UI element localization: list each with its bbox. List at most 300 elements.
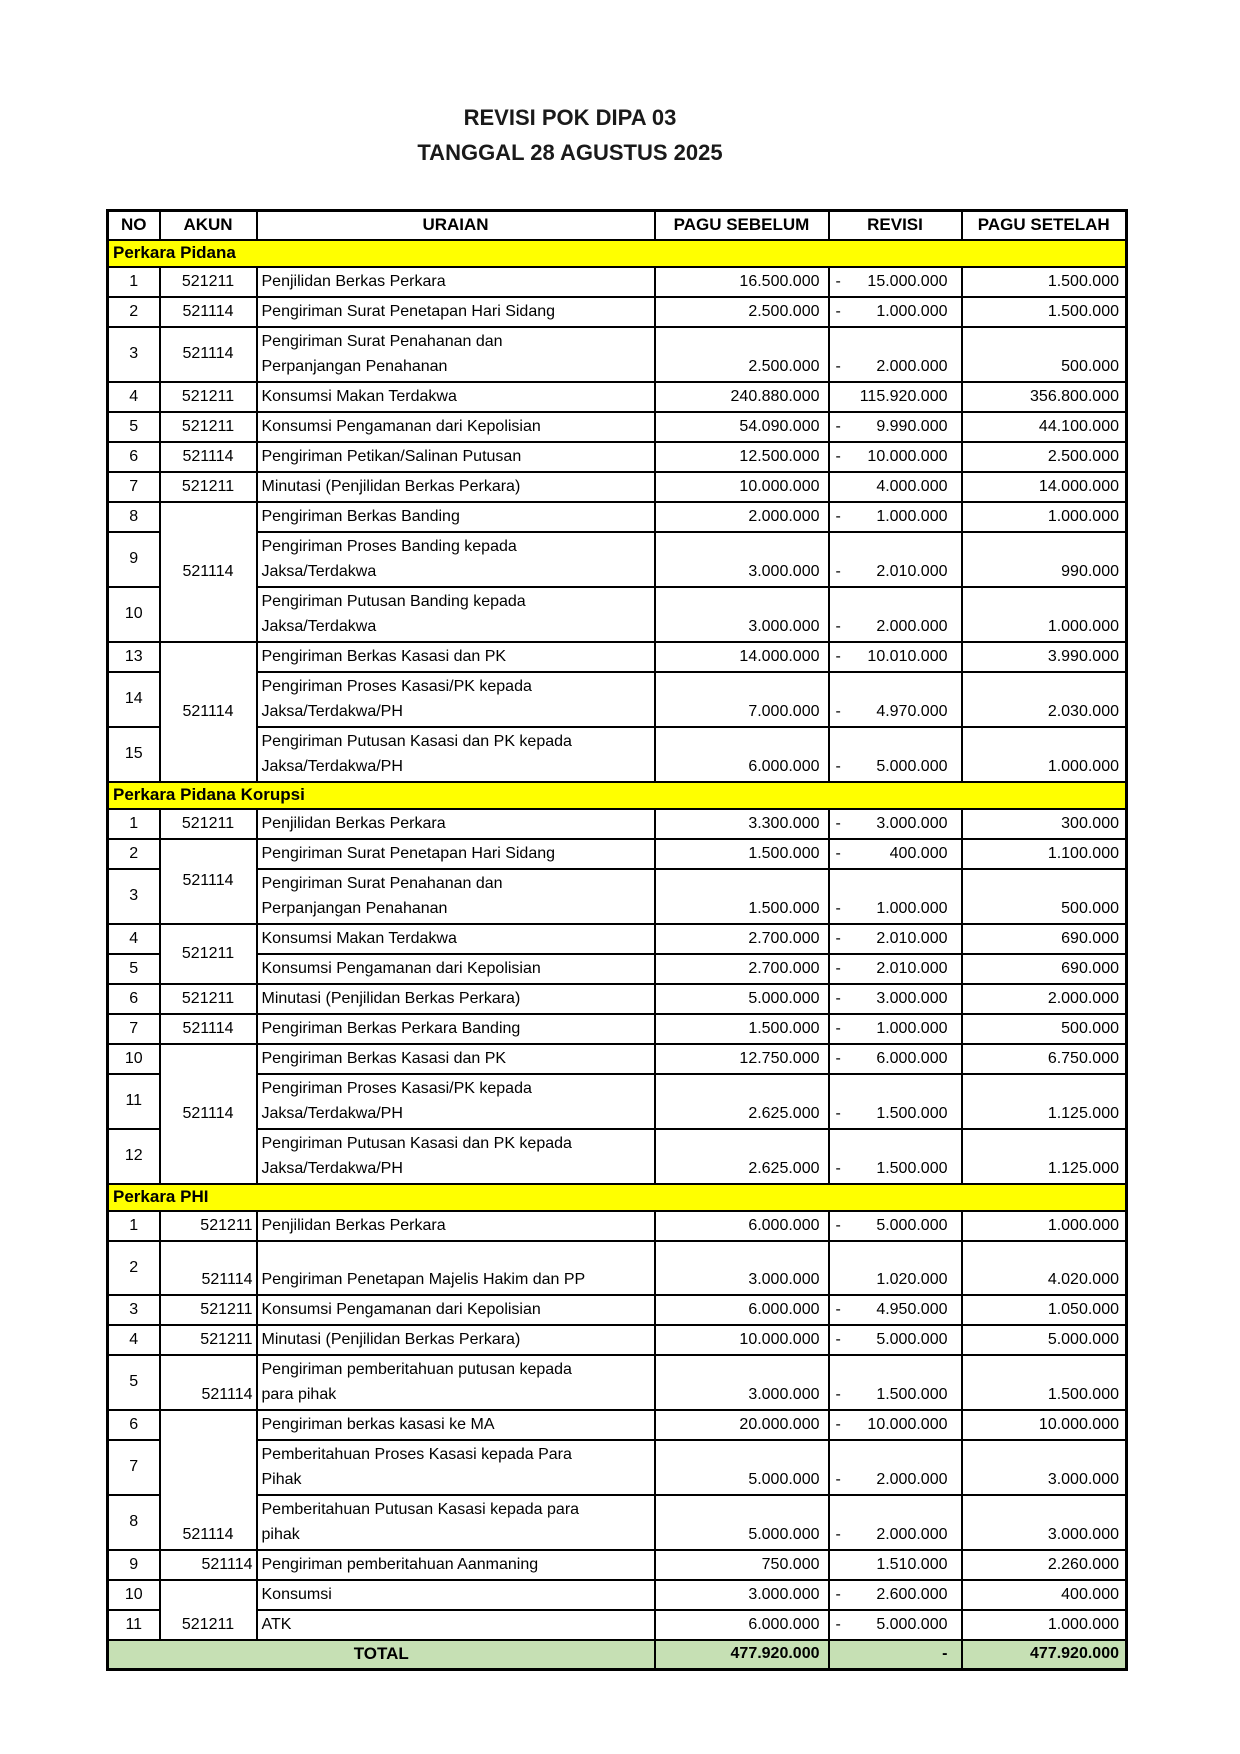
uraian-line: ATK [261,1615,292,1633]
pagu-setelah-cell: 400.000 [962,1580,1127,1610]
uraian-cell [257,809,655,839]
revisi-cell [829,1440,962,1495]
uraian-cell [257,1211,655,1241]
uraian-cell [257,502,655,532]
revisi-cell [829,809,962,839]
table-row [108,587,1127,642]
table-row [108,1014,1127,1044]
akun-cell: 521211 [160,1325,257,1355]
uraian-cell [257,672,655,727]
table-row [108,1241,1127,1295]
revisi-cell [829,1074,962,1129]
col-header-uraian: URAIAN [257,211,655,240]
uraian-line: Konsumsi [261,1585,332,1603]
revisi-value: 4.970.000 [876,702,948,720]
col-header-revisi: REVISI [829,211,962,240]
pagu-setelah-cell: 14.000.000 [962,472,1127,502]
revisi-value: 10.000.000 [867,1415,948,1433]
revisi-cell [829,1610,962,1640]
uraian-line: Pengiriman Putusan Kasasi dan PK kepada [261,1134,572,1152]
uraian-line: Konsumsi Makan Terdakwa [261,929,457,947]
revisi-sign: - [835,959,841,977]
revisi-sign: - [835,617,841,635]
table-row [108,984,1127,1014]
revisi-cell [829,839,962,869]
document-title [0,100,1140,170]
uraian-cell [257,1044,655,1074]
akun-cell: 521211 [160,382,257,412]
row-no-cell: 4 [108,382,160,412]
pagu-sebelum-cell: 14.000.000 [655,642,829,672]
revisi-sign: - [835,899,841,917]
total-revisi-cell: - [829,1640,962,1670]
akun-cell: 521114 [160,327,257,382]
uraian-cell [257,1295,655,1325]
pagu-setelah-cell: 500.000 [962,1014,1127,1044]
pagu-setelah-cell: 5.000.000 [962,1325,1127,1355]
pagu-sebelum-cell: 54.090.000 [655,412,829,442]
uraian-line: Pemberitahuan Proses Kasasi kepada Para [261,1445,572,1463]
uraian-line: Pengiriman Berkas Kasasi dan PK [261,647,507,665]
uraian-line: Pihak [261,1470,302,1488]
uraian-line: Pemberitahuan Putusan Kasasi kepada para [261,1500,580,1518]
revisi-cell [829,442,962,472]
uraian-line: Perpanjangan Penahanan [261,357,448,375]
revisi-cell [829,1550,962,1580]
pagu-sebelum-cell: 5.000.000 [655,984,829,1014]
table-row [108,1550,1127,1580]
revisi-cell [829,954,962,984]
uraian-line: Jaksa/Terdakwa/PH [261,1104,403,1122]
revisi-sign: - [835,302,841,320]
pagu-setelah-cell: 1.125.000 [962,1074,1127,1129]
akun-cell: 521114 [160,1014,257,1044]
section-header: Perkara Pidana [108,240,1127,267]
uraian-cell [257,267,655,297]
table-row [108,1440,1127,1495]
pagu-sebelum-cell: 5.000.000 [655,1440,829,1495]
revisi-sign: - [835,417,841,435]
pagu-sebelum-cell: 1.500.000 [655,1014,829,1044]
uraian-line: Pengiriman Proses Banding kepada [261,537,517,555]
row-no-cell: 4 [108,924,160,954]
uraian-line: Jaksa/Terdakwa/PH [261,702,403,720]
pagu-setelah-cell: 300.000 [962,809,1127,839]
table-row [108,267,1127,297]
pagu-sebelum-cell: 10.000.000 [655,472,829,502]
uraian-line: Pengiriman Proses Kasasi/PK kepada [261,677,532,695]
pagu-sebelum-cell: 7.000.000 [655,672,829,727]
uraian-cell [257,1355,655,1410]
revisi-value: 1.000.000 [876,899,948,917]
pagu-sebelum-cell: 16.500.000 [655,267,829,297]
pagu-sebelum-cell: 2.700.000 [655,924,829,954]
row-no-cell: 12 [108,1129,160,1184]
revisi-sign: - [835,447,841,465]
table-row [108,869,1127,924]
revisi-cell [829,1241,962,1295]
revisi-value: 2.010.000 [876,562,948,580]
pagu-setelah-cell: 3.000.000 [962,1440,1127,1495]
uraian-line: Konsumsi Pengamanan dari Kepolisian [261,1300,541,1318]
akun-cell: 521211 [160,924,257,984]
akun-cell: 521114 [160,839,257,924]
revisi-sign: - [835,1216,841,1234]
pagu-setelah-cell: 3.990.000 [962,642,1127,672]
akun-cell: 521211 [160,472,257,502]
pagu-sebelum-cell: 3.000.000 [655,1355,829,1410]
revisi-sign: - [835,1019,841,1037]
akun-cell: 521211 [160,809,257,839]
uraian-cell [257,727,655,782]
section-header-row [108,240,1127,267]
table-row [108,839,1127,869]
uraian-line: Minutasi (Penjilidan Berkas Perkara) [261,1330,521,1348]
budget-table-body [108,240,1127,1640]
revisi-cell [829,1014,962,1044]
revisi-value: 15.000.000 [867,272,948,290]
revisi-cell [829,327,962,382]
pagu-sebelum-cell: 1.500.000 [655,839,829,869]
uraian-cell [257,869,655,924]
uraian-cell [257,1495,655,1550]
row-no-cell: 10 [108,1580,160,1610]
akun-cell: 521114 [160,1241,257,1295]
row-no-cell: 11 [108,1610,160,1640]
revisi-sign: - [835,757,841,775]
row-no-cell: 7 [108,472,160,502]
revisi-value: 1.500.000 [876,1159,948,1177]
total-pagu-sebelum-cell: 477.920.000 [655,1640,829,1670]
pagu-sebelum-cell: 6.000.000 [655,1610,829,1640]
section-header: Perkara Pidana Korupsi [108,782,1127,809]
budget-table [106,209,1128,1671]
pagu-sebelum-cell: 2.625.000 [655,1129,829,1184]
pagu-setelah-cell: 990.000 [962,532,1127,587]
pagu-sebelum-cell: 240.880.000 [655,382,829,412]
uraian-line: Minutasi (Penjilidan Berkas Perkara) [261,477,521,495]
title-line-2: TANGGAL 28 AGUSTUS 2025 [417,140,723,165]
revisi-cell [829,1410,962,1440]
uraian-line: Konsumsi Pengamanan dari Kepolisian [261,959,541,977]
akun-cell: 521211 [160,267,257,297]
revisi-sign: - [835,1525,841,1543]
uraian-line: Perpanjangan Penahanan [261,899,448,917]
uraian-line: Pengiriman Berkas Perkara Banding [261,1019,521,1037]
section-header: Perkara PHI [108,1184,1127,1211]
uraian-line: Pengiriman Putusan Banding kepada [261,592,526,610]
pagu-setelah-cell: 1.125.000 [962,1129,1127,1184]
row-no-cell: 3 [108,327,160,382]
revisi-sign: - [835,357,841,375]
revisi-value: 3.000.000 [876,989,948,1007]
revisi-sign: - [835,814,841,832]
revisi-value: 1.020.000 [876,1270,948,1288]
row-no-cell: 3 [108,1295,160,1325]
pagu-setelah-cell: 44.100.000 [962,412,1127,442]
table-row [108,1325,1127,1355]
akun-cell: 521114 [160,502,257,642]
revisi-value: 1.500.000 [876,1385,948,1403]
uraian-line: Konsumsi Pengamanan dari Kepolisian [261,417,541,435]
revisi-cell [829,532,962,587]
uraian-line: Minutasi (Penjilidan Berkas Perkara) [261,989,521,1007]
row-no-cell: 3 [108,869,160,924]
pagu-sebelum-cell: 12.500.000 [655,442,829,472]
revisi-value: 5.000.000 [876,757,948,775]
revisi-sign: - [835,562,841,580]
revisi-value: 2.000.000 [876,1470,948,1488]
pagu-setelah-cell: 1.000.000 [962,1610,1127,1640]
pagu-setelah-cell: 1.000.000 [962,587,1127,642]
table-row [108,442,1127,472]
uraian-cell [257,1074,655,1129]
revisi-value: 1.510.000 [876,1555,948,1573]
pagu-sebelum-cell: 3.000.000 [655,587,829,642]
row-no-cell: 6 [108,442,160,472]
table-row [108,1129,1127,1184]
revisi-value: 2.000.000 [876,357,948,375]
pagu-setelah-cell: 1.500.000 [962,297,1127,327]
pagu-sebelum-cell: 20.000.000 [655,1410,829,1440]
row-no-cell: 2 [108,297,160,327]
uraian-cell [257,1129,655,1184]
uraian-cell [257,472,655,502]
table-row [108,1355,1127,1410]
pagu-sebelum-cell: 6.000.000 [655,727,829,782]
revisi-cell [829,869,962,924]
akun-cell: 521211 [160,412,257,442]
col-header-pagu-sebelum: PAGU SEBELUM [655,211,829,240]
uraian-line: Pengiriman Penetapan Majelis Hakim dan PP [261,1270,586,1288]
pagu-sebelum-cell: 10.000.000 [655,1325,829,1355]
uraian-line: para pihak [261,1385,337,1403]
total-label-cell: TOTAL [108,1640,655,1670]
pagu-sebelum-cell: 750.000 [655,1550,829,1580]
table-row [108,1580,1127,1610]
revisi-value: 2.010.000 [876,959,948,977]
revisi-cell [829,924,962,954]
pagu-setelah-cell: 690.000 [962,954,1127,984]
revisi-sign: - [835,844,841,862]
uraian-cell [257,297,655,327]
table-row [108,382,1127,412]
pagu-sebelum-cell: 12.750.000 [655,1044,829,1074]
revisi-sign: - [835,272,841,290]
row-no-cell: 5 [108,954,160,984]
revisi-sign: - [835,1159,841,1177]
uraian-cell [257,327,655,382]
revisi-cell [829,1355,962,1410]
akun-cell: 521114 [160,297,257,327]
row-no-cell: 4 [108,1325,160,1355]
revisi-cell [829,412,962,442]
uraian-line: Pengiriman berkas kasasi ke MA [261,1415,495,1433]
row-no-cell: 1 [108,267,160,297]
table-row [108,924,1127,954]
revisi-cell [829,472,962,502]
revisi-value: 6.000.000 [876,1049,948,1067]
akun-cell: 521211 [160,1295,257,1325]
total-pagu-setelah-cell: 477.920.000 [962,1640,1127,1670]
pagu-sebelum-cell: 3.000.000 [655,532,829,587]
revisi-value: 4.950.000 [876,1300,948,1318]
table-row [108,1295,1127,1325]
uraian-cell [257,532,655,587]
row-no-cell: 13 [108,642,160,672]
pagu-setelah-cell: 2.260.000 [962,1550,1127,1580]
revisi-cell [829,502,962,532]
row-no-cell: 7 [108,1014,160,1044]
uraian-line: Penjilidan Berkas Perkara [261,1216,446,1234]
revisi-sign: - [835,1415,841,1433]
table-row [108,502,1127,532]
revisi-cell [829,587,962,642]
title-line-1: REVISI POK DIPA 03 [463,105,677,130]
uraian-line: Konsumsi Makan Terdakwa [261,387,457,405]
uraian-line: Pengiriman Surat Penahanan dan [261,874,503,892]
akun-cell: 521114 [160,442,257,472]
pagu-setelah-cell: 500.000 [962,327,1127,382]
uraian-cell [257,1610,655,1640]
revisi-cell [829,1325,962,1355]
uraian-cell [257,412,655,442]
pagu-setelah-cell: 1.500.000 [962,267,1127,297]
revisi-sign: - [835,1049,841,1067]
revisi-sign: - [835,702,841,720]
uraian-cell [257,1014,655,1044]
row-no-cell: 2 [108,1241,160,1295]
uraian-cell [257,1550,655,1580]
table-row [108,727,1127,782]
revisi-value: 3.000.000 [876,814,948,832]
row-no-cell: 1 [108,809,160,839]
table-row [108,1410,1127,1440]
uraian-cell [257,924,655,954]
uraian-line: Jaksa/Terdakwa/PH [261,757,403,775]
pagu-setelah-cell: 3.000.000 [962,1495,1127,1550]
table-row [108,1074,1127,1129]
revisi-sign: - [835,1585,841,1603]
revisi-value: 10.000.000 [867,447,948,465]
akun-cell: 521211 [160,984,257,1014]
akun-cell: 521114 [160,1410,257,1550]
uraian-line: Pengiriman Surat Penetapan Hari Sidang [261,844,556,862]
akun-cell: 521211 [160,1580,257,1640]
revisi-sign: - [835,989,841,1007]
revisi-value: 400.000 [889,844,948,862]
uraian-line: Jaksa/Terdakwa [261,617,377,635]
revisi-value: 5.000.000 [876,1330,948,1348]
uraian-cell [257,587,655,642]
row-no-cell: 10 [108,587,160,642]
pagu-setelah-cell: 2.030.000 [962,672,1127,727]
col-header-akun: AKUN [160,211,257,240]
revisi-cell [829,642,962,672]
uraian-line: Penjilidan Berkas Perkara [261,814,446,832]
revisi-value: 2.010.000 [876,929,948,947]
table-row [108,472,1127,502]
pagu-sebelum-cell: 5.000.000 [655,1495,829,1550]
revisi-cell [829,1495,962,1550]
uraian-line: Jaksa/Terdakwa/PH [261,1159,403,1177]
revisi-cell [829,1580,962,1610]
pagu-setelah-cell: 500.000 [962,869,1127,924]
uraian-cell [257,984,655,1014]
uraian-cell [257,1325,655,1355]
section-header-row [108,1184,1127,1211]
pagu-sebelum-cell: 6.000.000 [655,1295,829,1325]
akun-cell: 521211 [160,1211,257,1241]
uraian-cell [257,1241,655,1295]
uraian-cell [257,1410,655,1440]
revisi-cell [829,1129,962,1184]
pagu-setelah-cell: 1.000.000 [962,1211,1127,1241]
pagu-setelah-cell: 356.800.000 [962,382,1127,412]
revisi-sign: - [835,1330,841,1348]
table-row [108,1610,1127,1640]
table-row [108,412,1127,442]
pagu-sebelum-cell: 2.000.000 [655,502,829,532]
row-no-cell: 11 [108,1074,160,1129]
uraian-line: Pengiriman Proses Kasasi/PK kepada [261,1079,532,1097]
pagu-setelah-cell: 6.750.000 [962,1044,1127,1074]
revisi-cell [829,984,962,1014]
uraian-cell [257,1580,655,1610]
pagu-sebelum-cell: 1.500.000 [655,869,829,924]
revisi-value: 9.990.000 [876,417,948,435]
row-no-cell: 9 [108,532,160,587]
row-no-cell: 15 [108,727,160,782]
akun-cell: 521114 [160,1550,257,1580]
table-row [108,1211,1127,1241]
revisi-value: 115.920.000 [859,387,948,405]
akun-cell: 521114 [160,1044,257,1184]
pagu-setelah-cell: 1.000.000 [962,727,1127,782]
pagu-setelah-cell: 2.000.000 [962,984,1127,1014]
uraian-cell [257,1440,655,1495]
col-header-pagu-setelah: PAGU SETELAH [962,211,1127,240]
pagu-setelah-cell: 4.020.000 [962,1241,1127,1295]
revisi-cell [829,267,962,297]
table-row [108,327,1127,382]
uraian-line: Pengiriman Berkas Kasasi dan PK [261,1049,507,1067]
pagu-setelah-cell: 690.000 [962,924,1127,954]
revisi-value: 2.000.000 [876,617,948,635]
row-no-cell: 7 [108,1440,160,1495]
table-row [108,1044,1127,1074]
pagu-sebelum-cell: 3.300.000 [655,809,829,839]
revisi-sign: - [835,1104,841,1122]
uraian-line: Pengiriman Surat Penetapan Hari Sidang [261,302,556,320]
pagu-setelah-cell: 1.050.000 [962,1295,1127,1325]
row-no-cell: 2 [108,839,160,869]
pagu-sebelum-cell: 2.500.000 [655,327,829,382]
pagu-sebelum-cell: 6.000.000 [655,1211,829,1241]
revisi-sign: - [835,929,841,947]
row-no-cell: 9 [108,1550,160,1580]
akun-cell: 521114 [160,1355,257,1410]
row-no-cell: 5 [108,1355,160,1410]
revisi-cell [829,727,962,782]
row-no-cell: 6 [108,1410,160,1440]
row-no-cell: 8 [108,1495,160,1550]
revisi-value: 1.000.000 [876,1019,948,1037]
akun-cell: 521114 [160,642,257,782]
revisi-cell [829,672,962,727]
uraian-cell [257,839,655,869]
uraian-line: Pengiriman pemberitahuan putusan kepada [261,1360,572,1378]
